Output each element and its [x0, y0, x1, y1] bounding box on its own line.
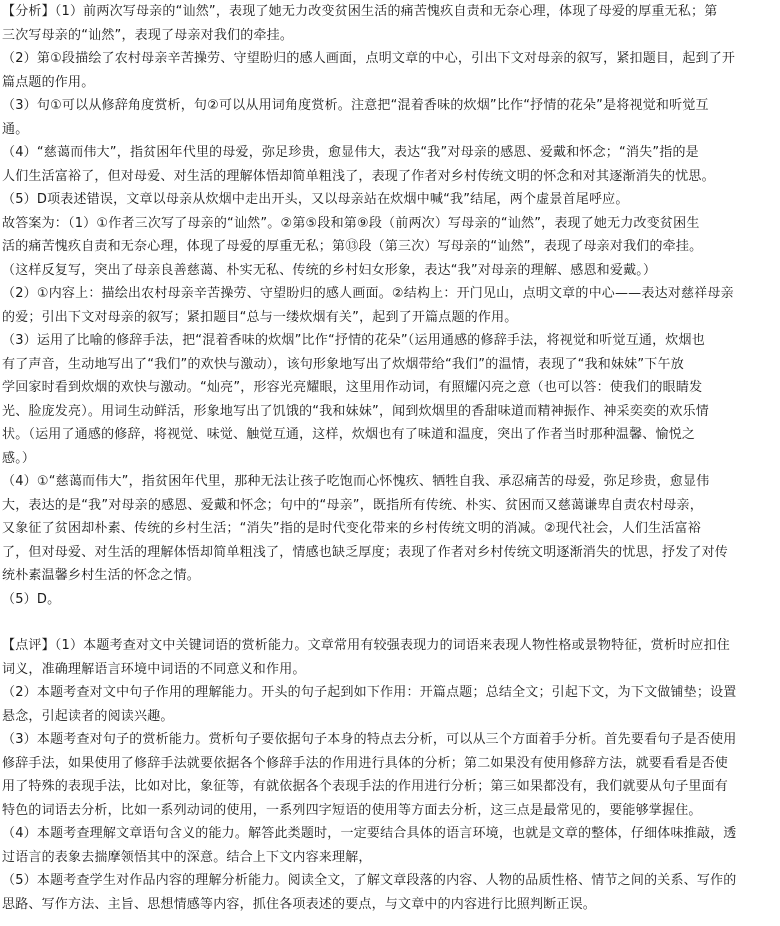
analysis-line: （4）①“慈蔼而伟大”，指贫困年代里，那种无法让孩子吃饱而心怀愧疚、牺牲自我、承忍痛苦的母爱，弥足珍贵，愈显伟 [2, 474, 710, 489]
comment-line: （3）本题考查对句子的赏析能力。赏析句子要依据句子本身的特点去分析，可以从三个方面着手分析。首先要看句子是否使用 [2, 732, 737, 747]
analysis-line: 大，表达的是“我”对母亲的感恩、爱戴和怀念；句中的“母亲”，既指所有传统、朴实、贫困而又慈蔼谦卑自责农村母亲， [2, 497, 703, 513]
analysis-line: 【分析】（1）前两次写母亲的“讪然”，表现了她无力改变贫困生活的痛苦愧疚自责和无奈心理，体现了母爱的厚重无私；第 [2, 4, 718, 19]
analysis-line: （3）运用了比喻的修辞手法，把“混着香味的炊烟”比作“抒情的花朵”（运用通感的修辞手法，将视觉和听觉互通，炊烟也 [2, 333, 705, 348]
analysis-line: （5）D项表述错误，文章以母亲从炊烟中走出开头，又以母亲站在炊烟中喊“我”结尾，两个虚景首尾呼应。 [2, 192, 629, 207]
analysis-line: （4）“慈蔼而伟大”，指贫困年代里的母爱，弥足珍贵，愈显伟大，表达“我”对母亲的感恩、爱戴和怀念；“消失”指的是 [2, 145, 699, 160]
comment-line: （2）本题考查对文中句子作用的理解能力。开头的句子起到如下作用：开篇点题；总结全文；引起下文，为下文做铺垫；设置 [2, 685, 737, 700]
analysis-line: （2）①内容上：描绘出农村母亲辛苦操劳、守望盼归的感人画面。②结构上：开门见山，点明文章的中心——表达对慈祥母亲 [2, 286, 734, 301]
comment-line: 词义，准确理解语言环境中词语的不同意义和作用。 [2, 661, 306, 677]
analysis-line: （2）第①段描绘了农村母亲辛苦操劳、守望盼归的感人画面，点明文章的中心，引出下文对母亲的叙写，紧扣题目，起到了开 [2, 51, 736, 66]
comment-line: （5）本题考查学生对作品内容的理解分析能力。阅读全文，了解文章段落的内容、人物的品质性格、情节之间的关系、写作的 [2, 873, 737, 888]
analysis-line: 故答案为：（1）①作者三次写了母亲的“讪然”。②第⑤段和第⑨段（前两次）写母亲的“讪然”，表现了她无力改变贫困生 [2, 215, 700, 231]
analysis-line: （3）句①可以从修辞角度赏析，句②可以从用词角度赏析。注意把“混着香味的炊烟”比作“抒情的花朵”是将视觉和听觉互 [2, 98, 709, 113]
analysis-line: 篇点题的作用。 [2, 74, 95, 90]
analysis-line: （5）D。 [2, 591, 61, 607]
comment-line: 修辞手法，如果使用了修辞手法就要依据各个修辞手法的作用进行具体的分析；第二如果没有使用修辞方法，就要看看是否使 [2, 755, 729, 771]
analysis-line: 有了声音，生动地写出了“我们”的欢快与激动），该句形象地写出了炊烟带给“我们”的温情，表现了“我和妹妹”下午放 [2, 356, 684, 372]
analysis-line: 人们生活富裕了，但对母爱、对生活的理解体悟却简单粗浅了，表现了作者对乡村传统文明的怀念和对其逐渐消失的忧思。 [2, 168, 715, 184]
comment-line: 【点评】（1）本题考查对文中关键词语的赏析能力。文章常用有较强表现力的词语来表现人物性格或景物特征，赏析时应扣住 [2, 638, 730, 653]
analysis-line: 感。） [2, 450, 36, 466]
analysis-line: 的爱；引出下文对母亲的叙写；紧扣题目“总与一缕炊烟有关”，起到了开篇点题的作用。 [2, 309, 518, 325]
analysis-line: （这样反复写，突出了母亲良善慈蔼、朴实无私、传统的乡村妇女形象，表达“我”对母亲的理解、感恩和爱戴。） [2, 262, 657, 278]
analysis-line: 又象征了贫困却朴素、传统的乡村生活；“消失”指的是时代变化带来的乡村传统文明的消减。②现代社会，人们生活富裕 [2, 521, 701, 536]
comment-line: 思路、写作方法、主旨、思想情感等内容，抓住各项表述的要点，与文章中的内容进行比照判断正误。 [2, 896, 597, 912]
analysis-line: 三次写母亲的“讪然”，表现了母亲对我们的牵挂。 [2, 27, 294, 43]
analysis-line: 通。 [2, 121, 29, 137]
comment-section [2, 634, 778, 916]
analysis-line: 光、脸庞发亮）。用词生动鲜活，形象地写出了饥饿的“我和妹妹”，闻到炊烟里的香甜味道而精神振作、神采奕奕的欢乐情 [2, 403, 709, 419]
analysis-line: 统朴素温馨乡村生活的怀念之情。 [2, 568, 201, 583]
analysis-line: 学回家时看到炊烟的欢快与激动。“灿亮”，形容光亮耀眼，这里用作动词，有照耀闪亮之意（也可以答：使我们的眼睛发 [2, 380, 703, 395]
comment-line: 过语言的表象去揣摩领悟其中的深意。结合上下文内容来理解， [2, 849, 372, 865]
section-spacer [2, 611, 778, 634]
analysis-section [2, 0, 778, 611]
comment-line: 用了特殊的表现手法，比如对比，象征等，有就依据各个表现手法的作用进行分析；第三如果都没有，我们就要从句子里面有 [2, 779, 729, 794]
comment-line: （4）本题考查理解文章语句含义的能力。解答此类题时，一定要结合具体的语言环境，也就是文章的整体，仔细体味推敲，透 [2, 826, 737, 841]
analysis-line: 活的痛苦愧疚自责和无奈心理，体现了母爱的厚重无私；第⑬段（第三次）写母亲的“讪然”，表现了母亲对我们的牵挂。 [2, 239, 703, 254]
comment-line: 特色的词语去分析，比如一系列动词的使用，一系列四字短语的使用等方面去分析，这三点是最常见的，要能够掌握住。 [2, 802, 702, 818]
comment-line: 悬念，引起读者的阅读兴趣。 [2, 708, 174, 724]
analysis-line: 了，但对母爱、对生活的理解体悟却简单粗浅了，情感也缺乏厚度；表现了作者对乡村传统文明逐渐消失的忧思，抒发了对传 [2, 544, 729, 560]
analysis-line: 状。（运用了通感的修辞，将视觉、味觉、触觉互通，这样，炊烟也有了味道和温度，突出了作者当时那种温馨、愉悦之 [2, 427, 696, 442]
